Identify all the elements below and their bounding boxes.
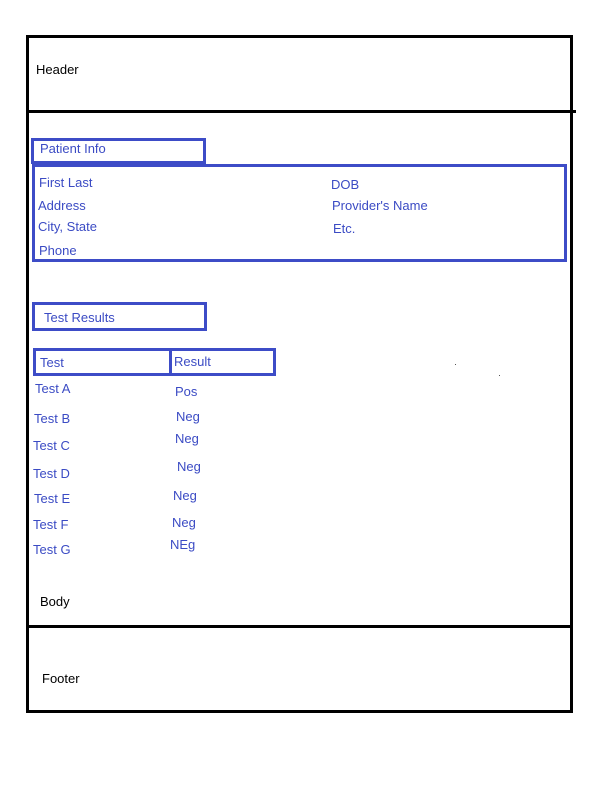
footer-label: Footer <box>42 671 80 686</box>
patient-etc: Etc. <box>333 221 356 236</box>
patient-address: Address <box>38 198 86 213</box>
test-name-e: Test E <box>34 491 71 506</box>
footer-divider <box>26 625 573 628</box>
test-result-c: Neg <box>175 431 199 446</box>
patient-phone: Phone <box>39 243 77 258</box>
test-result-f: Neg <box>172 515 196 530</box>
test-name-d: Test D <box>33 466 70 481</box>
patient-name: First Last <box>39 175 93 190</box>
test-result-e: Neg <box>173 488 197 503</box>
test-result-a: Pos <box>175 384 198 399</box>
stray-dot <box>499 375 500 376</box>
patient-info-box <box>32 164 567 262</box>
body-label: Body <box>40 594 70 609</box>
patient-city-state: City, State <box>38 219 98 234</box>
test-result-g: NEg <box>170 537 196 552</box>
provider-name: Provider's Name <box>332 198 428 213</box>
patient-info-title: Patient Info <box>40 141 106 156</box>
test-column-header: Test <box>40 355 64 370</box>
result-column-header: Result <box>174 354 211 369</box>
test-results-title: Test Results <box>44 310 115 325</box>
header-divider <box>26 110 576 113</box>
header-label: Header <box>36 62 79 77</box>
test-name-g: Test G <box>33 542 71 557</box>
test-result-d: Neg <box>177 459 201 474</box>
test-result-b: Neg <box>176 409 200 424</box>
test-name-c: Test C <box>33 438 70 453</box>
patient-dob: DOB <box>331 177 360 192</box>
stray-dot <box>455 364 456 365</box>
test-name-f: Test F <box>33 517 69 532</box>
test-name-a: Test A <box>35 381 71 396</box>
test-name-b: Test B <box>34 411 71 426</box>
